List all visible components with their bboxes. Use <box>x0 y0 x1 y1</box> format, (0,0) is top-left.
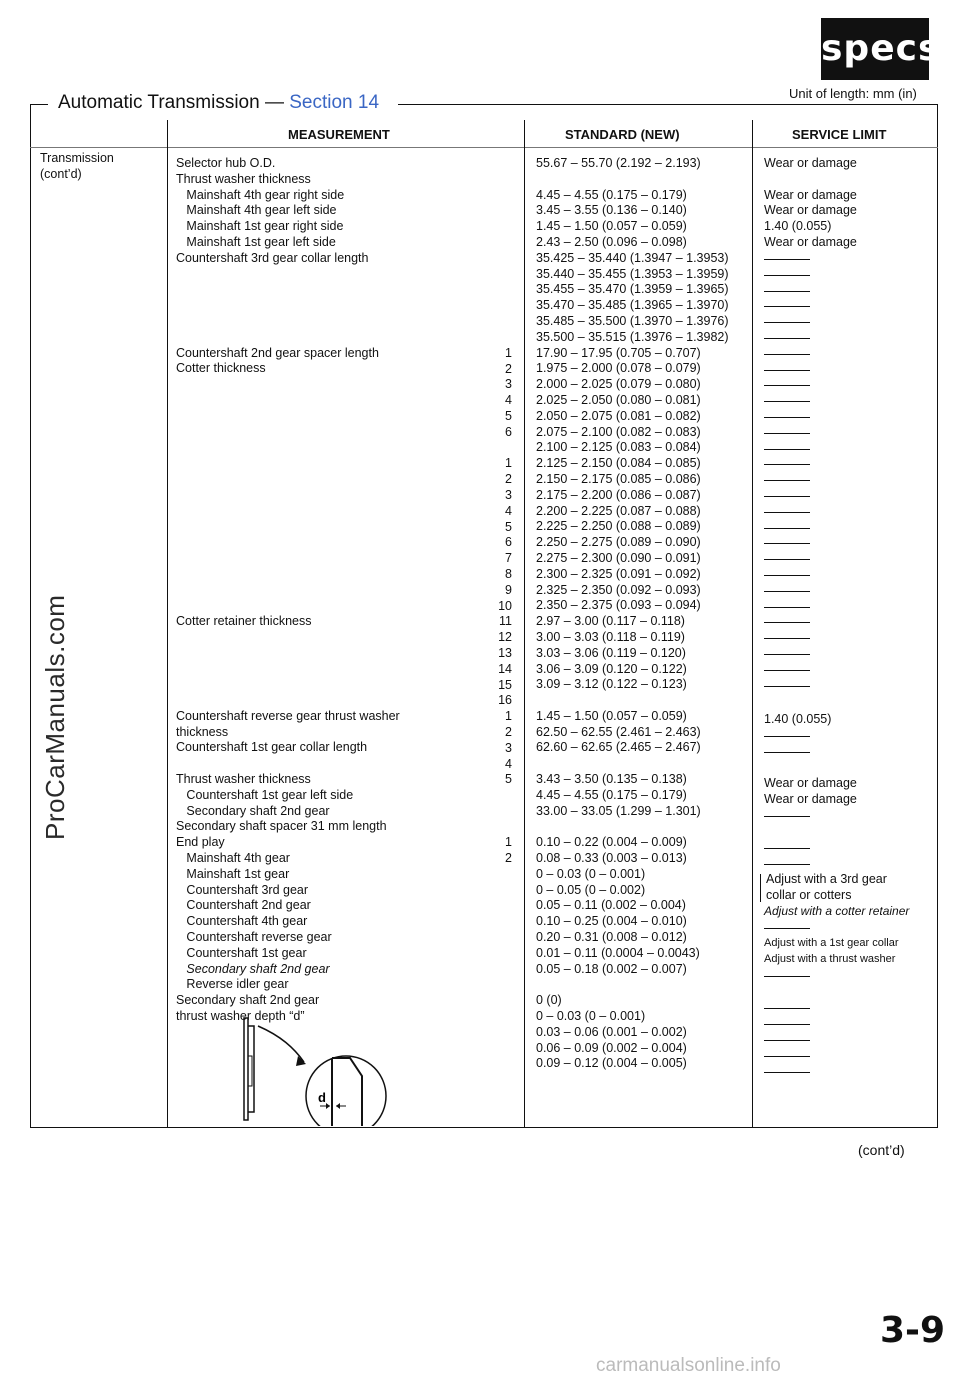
limit-column-top <box>764 156 857 251</box>
limit-dash <box>764 840 810 856</box>
number-row: 6 <box>505 535 512 550</box>
standard-row: 0.05 – 0.18 (0.002 – 0.007) <box>536 961 687 976</box>
number-row: 5 <box>505 772 512 787</box>
limit-dash <box>764 298 810 314</box>
measurement-row: Selector hub O.D. <box>176 156 276 170</box>
measurement-row: Countershaft 1st gear collar length <box>176 740 368 755</box>
measurement-row <box>176 377 400 393</box>
col-divider-2 <box>524 120 525 1127</box>
number-row: 3 <box>505 487 512 502</box>
measurement-row <box>176 662 400 678</box>
limit-dash <box>764 409 810 425</box>
limit-dash <box>764 630 810 646</box>
standard-row <box>536 819 729 835</box>
number-row: 1 <box>505 345 512 360</box>
limit-dash <box>764 330 810 346</box>
standard-row: 0.03 – 0.06 (0.001 – 0.002) <box>536 1024 687 1039</box>
measurement-column <box>176 156 400 1025</box>
number-row <box>470 441 512 457</box>
measurement-row <box>176 488 400 504</box>
standard-row: 62.50 – 62.55 (2.461 – 2.463) <box>536 724 701 739</box>
standard-row: 35.455 – 35.470 (1.3959 – 1.3965) <box>536 282 729 297</box>
limit-dash <box>764 393 810 409</box>
measurement-row: Countershaft 1st gear <box>176 945 307 960</box>
limit-dash <box>764 599 810 615</box>
number-row: 6 <box>505 424 512 439</box>
limit-dash <box>764 920 810 936</box>
measurement-row: Mainshaft 4th gear left side <box>176 203 337 218</box>
measurement-row <box>176 330 400 346</box>
limit-dash <box>764 646 810 662</box>
number-row: 9 <box>505 582 512 597</box>
number-row: 4 <box>505 756 512 771</box>
standard-row: 2.075 – 2.100 (0.082 – 0.083) <box>536 424 701 439</box>
standard-row: 0.20 – 0.31 (0.008 – 0.012) <box>536 930 687 945</box>
standard-row: 0 – 0.03 (0 – 0.001) <box>536 1009 646 1024</box>
group-label-line: (cont’d) <box>40 166 82 181</box>
limit-dash <box>764 1032 810 1048</box>
limit-washer: 1.40 (0.055) <box>764 712 832 726</box>
limit-dash <box>764 583 810 599</box>
continued-note: (cont’d) <box>858 1142 905 1158</box>
standard-row: 0 – 0.03 (0 – 0.001) <box>536 866 646 881</box>
measurement-row: Thrust washer thickness <box>176 171 311 186</box>
number-row <box>470 283 512 299</box>
limit-dash <box>764 567 810 583</box>
standard-row: 0.01 – 0.11 (0.0004 – 0.0043) <box>536 945 700 960</box>
limit-dash <box>764 314 810 330</box>
unit-note: Unit of length: mm (in) <box>789 86 917 101</box>
limit-dash <box>764 425 810 441</box>
limit-row: Wear or damage <box>764 203 857 218</box>
limit-adjust-washer: Adjust with a thrust washer <box>764 953 896 965</box>
number-row: 2 <box>505 851 512 866</box>
number-row <box>470 314 512 330</box>
measurement-row <box>176 425 400 441</box>
measurement-row: Thrust washer thickness <box>176 772 311 787</box>
measurement-row <box>176 677 400 693</box>
measurement-row <box>176 519 400 535</box>
limit-dash <box>764 728 810 744</box>
number-row <box>470 330 512 346</box>
col-head-measurement: MEASUREMENT <box>288 127 390 142</box>
number-column <box>470 251 512 867</box>
limit-dash <box>764 362 810 378</box>
standard-row: 62.60 – 62.65 (2.465 – 2.467) <box>536 740 701 755</box>
standard-row: 35.470 – 35.485 (1.3965 – 1.3970) <box>536 298 729 313</box>
measurement-row <box>176 551 400 567</box>
standard-row: 3.03 – 3.06 (0.119 – 0.120) <box>536 645 686 660</box>
measurement-row: Countershaft 1st gear left side <box>176 787 354 802</box>
measurement-row <box>176 598 400 614</box>
measurement-row <box>176 472 400 488</box>
standard-row: 1.975 – 2.000 (0.078 – 0.079) <box>536 361 701 376</box>
standard-row: 0.06 – 0.09 (0.002 – 0.004) <box>536 1040 687 1055</box>
standard-row: 2.025 – 2.050 (0.080 – 0.081) <box>536 392 701 407</box>
col-divider-3 <box>752 120 753 1127</box>
standard-row: 0.09 – 0.12 (0.004 – 0.005) <box>536 1056 687 1071</box>
section-link[interactable]: Section 14 <box>289 92 380 113</box>
number-row <box>470 788 512 804</box>
limit-adjust-cotter: Adjust with a cotter retainer <box>764 904 910 918</box>
standard-row: 2.050 – 2.075 (0.081 – 0.082) <box>536 408 701 423</box>
measurement-row: Secondary shaft 2nd gear <box>176 803 330 818</box>
standard-row: 55.67 – 55.70 (2.192 – 2.193) <box>536 156 701 170</box>
limit-dash <box>764 1016 810 1032</box>
measurement-row: Countershaft 4th gear <box>176 914 308 929</box>
standard-row: 0.10 – 0.22 (0.004 – 0.009) <box>536 835 687 850</box>
limit-dash <box>764 744 810 760</box>
limit-dash <box>764 441 810 457</box>
standard-row: 1.45 – 1.50 (0.057 – 0.059) <box>536 219 687 234</box>
standard-row: 3.09 – 3.12 (0.122 – 0.123) <box>536 677 687 692</box>
measurement-row: Countershaft 3rd gear <box>176 882 309 897</box>
number-row: 7 <box>505 551 512 566</box>
limit-dash <box>764 267 810 283</box>
number-row: 2 <box>505 361 512 376</box>
measurement-row: Countershaft reverse gear <box>176 930 332 945</box>
measurement-row <box>176 314 400 330</box>
measurement-row <box>176 504 400 520</box>
col-divider-1 <box>167 120 168 1127</box>
standard-row: 1.45 – 1.50 (0.057 – 0.059) <box>536 708 687 723</box>
standard-row: 2.100 – 2.125 (0.083 – 0.084) <box>536 440 701 455</box>
measurement-row: Reverse idler gear <box>176 977 289 992</box>
limit-dash <box>764 504 810 520</box>
measurement-row: Cotter thickness <box>176 361 266 376</box>
measurement-row: Mainshaft 1st gear left side <box>176 234 336 249</box>
col-head-limit: SERVICE LIMIT <box>792 127 887 142</box>
standard-row <box>536 172 729 188</box>
limit-dash <box>764 535 810 551</box>
measurement-row: Cotter retainer thickness <box>176 614 312 629</box>
frame-bottom <box>30 1127 938 1128</box>
number-row: 2 <box>505 472 512 487</box>
measurement-row: Countershaft 3rd gear collar length <box>176 250 369 265</box>
standard-row: 4.45 – 4.55 (0.175 – 0.179) <box>536 787 687 802</box>
number-row: 12 <box>498 630 512 645</box>
number-row <box>470 267 512 283</box>
limit-dash <box>764 346 810 362</box>
standard-row: 2.325 – 2.350 (0.092 – 0.093) <box>536 582 701 597</box>
limit-dash <box>764 678 810 694</box>
footer-watermark: carmanualsonline.info <box>596 1355 781 1376</box>
limit-dash-list <box>764 251 810 693</box>
number-row: 15 <box>498 677 512 692</box>
limit-row: 1.40 (0.055) <box>764 219 832 234</box>
standard-row: 3.00 – 3.03 (0.118 – 0.119) <box>536 629 685 644</box>
limit-dash <box>764 808 810 824</box>
standard-row: 2.225 – 2.250 (0.088 – 0.089) <box>536 519 701 534</box>
number-row: 10 <box>498 598 512 613</box>
header-rule-right <box>398 104 938 105</box>
page-number: 3-9 <box>880 1310 946 1351</box>
standard-row: 0.10 – 0.25 (0.004 – 0.010) <box>536 914 687 929</box>
number-row: 1 <box>505 835 512 850</box>
measurement-row: Countershaft reverse gear thrust washer <box>176 708 400 723</box>
frame-right <box>937 104 938 1127</box>
measurement-row: Secondary shaft 2nd gear <box>176 961 330 976</box>
standard-row: 2.000 – 2.025 (0.079 – 0.080) <box>536 377 701 392</box>
limit-row: Wear or damage <box>764 187 857 202</box>
number-row: 13 <box>498 645 512 660</box>
number-row <box>470 820 512 836</box>
limit-dash <box>764 472 810 488</box>
limit-adjust-2: collar or cotters <box>766 888 852 902</box>
standard-row: 0 (0) <box>536 993 562 1008</box>
standard-row: 3.43 – 3.50 (0.135 – 0.138) <box>536 772 687 787</box>
number-row: 3 <box>505 377 512 392</box>
number-row: 4 <box>505 503 512 518</box>
standard-row: 2.275 – 2.300 (0.090 – 0.091) <box>536 550 701 565</box>
measurement-row <box>176 756 400 772</box>
measurement-row: Mainshaft 1st gear right side <box>176 219 344 234</box>
measurement-row <box>176 409 400 425</box>
page-header <box>58 92 379 114</box>
measurement-row <box>176 567 400 583</box>
specs-badge: specs <box>821 18 929 80</box>
limit-dash <box>764 614 810 630</box>
limit-row: Wear or damage <box>764 156 857 170</box>
standard-row: 2.300 – 2.325 (0.091 – 0.092) <box>536 566 701 581</box>
group-label <box>40 151 114 183</box>
standard-row: 3.45 – 3.55 (0.136 – 0.140) <box>536 203 687 218</box>
limit-dash <box>764 551 810 567</box>
standard-row <box>536 693 729 709</box>
limit-adjust-1: Adjust with a 3rd gear <box>766 872 887 886</box>
standard-row: 2.350 – 2.375 (0.093 – 0.094) <box>536 598 701 613</box>
measurement-row: Secondary shaft spacer 31 mm length <box>176 819 387 834</box>
measurement-row <box>176 583 400 599</box>
limit-wear-2: Wear or damage <box>764 792 857 806</box>
measurement-row <box>176 456 400 472</box>
number-row: 5 <box>505 408 512 423</box>
standard-row <box>536 977 729 993</box>
number-row: 8 <box>505 566 512 581</box>
group-label-line: Transmission <box>40 151 114 165</box>
col-head-standard: STANDARD (NEW) <box>565 127 680 142</box>
number-row: 5 <box>505 519 512 534</box>
adjust-bracket <box>760 874 761 902</box>
number-row <box>470 251 512 267</box>
number-row: 1 <box>505 456 512 471</box>
measurement-row: Mainshaft 1st gear <box>176 866 290 881</box>
limit-dash <box>764 251 810 267</box>
measurement-row: Secondary shaft 2nd gear <box>176 993 320 1008</box>
number-row <box>470 298 512 314</box>
standard-row: 17.90 – 17.95 (0.705 – 0.707) <box>536 345 701 360</box>
standard-row: 0.08 – 0.33 (0.003 – 0.013) <box>536 851 687 866</box>
measurement-row: Mainshaft 4th gear <box>176 851 290 866</box>
header-rule-left <box>30 104 48 105</box>
number-row <box>470 804 512 820</box>
measurement-row <box>176 282 400 298</box>
measurement-row <box>176 267 400 283</box>
standard-row: 33.00 – 33.05 (1.299 – 1.301) <box>536 803 701 818</box>
header-title: Automatic Transmission — <box>58 92 290 113</box>
standard-row: 35.440 – 35.455 (1.3953 – 1.3959) <box>536 266 729 281</box>
diagram-label-d: d <box>318 1090 326 1105</box>
limit-adjust-collar: Adjust with a 1st gear collar <box>764 937 899 949</box>
standard-row: 2.175 – 2.200 (0.086 – 0.087) <box>536 487 701 502</box>
standard-row <box>536 756 729 772</box>
measurement-row <box>176 535 400 551</box>
standard-row: 3.06 – 3.09 (0.120 – 0.122) <box>536 661 687 676</box>
washer-depth-diagram <box>236 1016 396 1126</box>
measurement-row: End play <box>176 835 225 850</box>
measurement-row <box>176 393 400 409</box>
measurement-row <box>176 646 400 662</box>
measurement-row <box>176 630 400 646</box>
standard-row: 4.45 – 4.55 (0.175 – 0.179) <box>536 187 687 202</box>
number-row: 1 <box>505 709 512 724</box>
standard-row: 2.97 – 3.00 (0.117 – 0.118) <box>536 614 685 629</box>
measurement-row: Countershaft 2nd gear spacer length <box>176 345 379 360</box>
number-row: 2 <box>505 724 512 739</box>
measurement-row: thrust washer depth “d” <box>176 1009 305 1024</box>
measurement-row: Mainshaft 4th gear right side <box>176 187 345 202</box>
limit-wear-1: Wear or damage <box>764 776 857 790</box>
standard-row: 2.150 – 2.175 (0.085 – 0.086) <box>536 471 701 486</box>
number-row: 14 <box>498 661 512 676</box>
frame-left <box>30 104 31 1127</box>
limit-dash <box>764 856 810 872</box>
limit-dash <box>764 662 810 678</box>
number-row: 16 <box>498 693 512 708</box>
limit-dash <box>764 1048 810 1064</box>
standard-row: 35.425 – 35.440 (1.3947 – 1.3953) <box>536 250 729 265</box>
limit-dash <box>764 283 810 299</box>
limit-dash <box>764 488 810 504</box>
limit-dash <box>764 1000 810 1016</box>
measurement-row: Countershaft 2nd gear <box>176 898 311 913</box>
limit-dash <box>764 456 810 472</box>
limit-row <box>764 172 857 188</box>
standard-row: 35.500 – 35.515 (1.3976 – 1.3982) <box>536 329 729 344</box>
standard-row: 0.05 – 0.11 (0.002 – 0.004) <box>536 898 686 913</box>
number-row: 11 <box>499 614 512 629</box>
number-row: 4 <box>505 393 512 408</box>
measurement-row <box>176 440 400 456</box>
standard-column <box>536 156 729 1072</box>
watermark: ProCarManuals.com <box>40 594 70 840</box>
limit-dash <box>764 968 810 984</box>
limit-dash <box>764 1064 810 1080</box>
number-row: 3 <box>505 740 512 755</box>
standard-row: 0 – 0.05 (0 – 0.002) <box>536 882 646 897</box>
limit-dash <box>764 377 810 393</box>
measurement-row <box>176 693 400 709</box>
limit-dash <box>764 520 810 536</box>
standard-row: 35.485 – 35.500 (1.3970 – 1.3976) <box>536 313 729 328</box>
measurement-row: thickness <box>176 724 229 739</box>
standard-row: 2.200 – 2.225 (0.087 – 0.088) <box>536 503 701 518</box>
standard-row: 2.125 – 2.150 (0.084 – 0.085) <box>536 456 701 471</box>
limit-row: Wear or damage <box>764 234 857 249</box>
standard-row: 2.250 – 2.275 (0.089 – 0.090) <box>536 535 701 550</box>
standard-row: 2.43 – 2.50 (0.096 – 0.098) <box>536 234 687 249</box>
measurement-row <box>176 298 400 314</box>
